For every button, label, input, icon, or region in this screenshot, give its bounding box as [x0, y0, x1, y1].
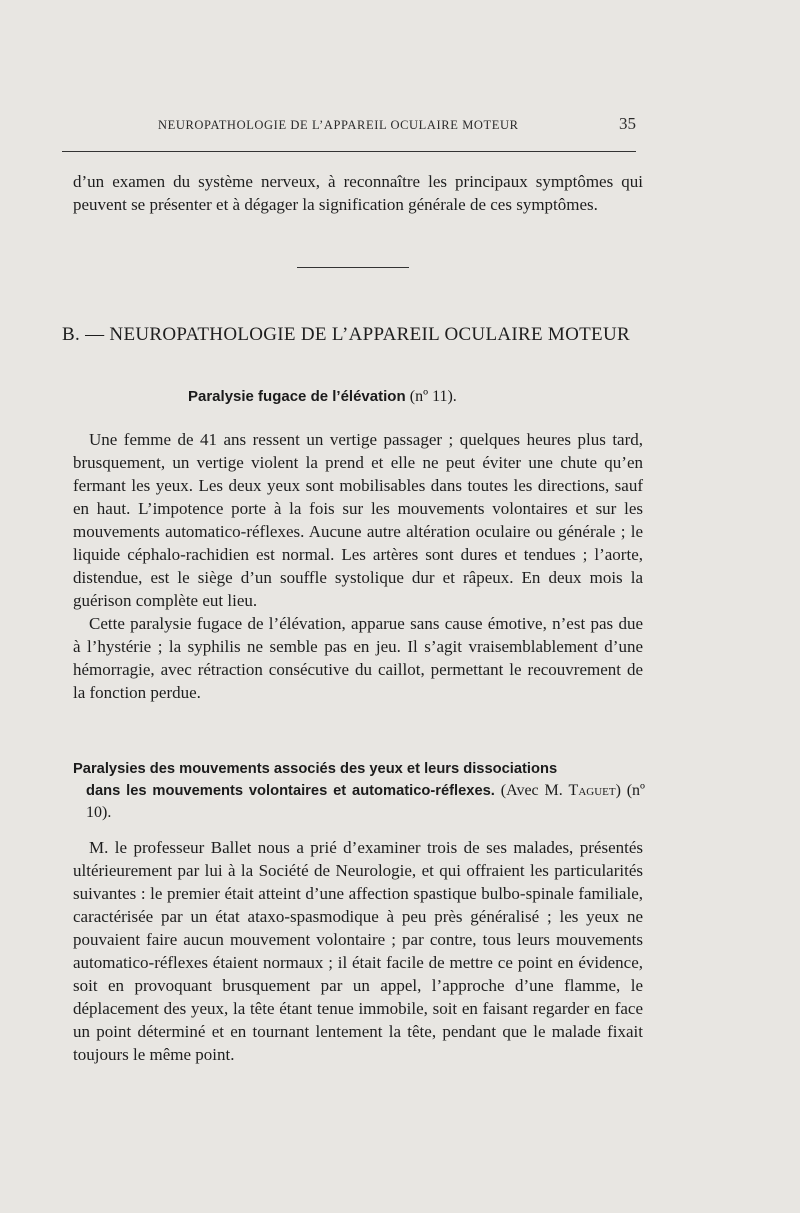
- article-1-ref: (nº 11).: [409, 388, 457, 405]
- article-2-title-cont: [73, 780, 645, 824]
- article-2-author-prefix: M.: [544, 782, 563, 799]
- intro-paragraph: d’un examen du système nerveux, à reconnaître les principaux symptômes qui peuvent se présenter et à dégager la signification générale de ces symptômes.: [73, 172, 643, 214]
- article-2-ref: ) (nº 10).: [86, 782, 645, 821]
- section-separator: [297, 267, 409, 268]
- header-rule: [62, 151, 636, 152]
- article-2-paragraph: M. le professeur Ballet nous a prié d’examiner trois de ses malades, présentés ultérieurement par lui à la Société de Neurologie, et qui offraient les particularités suivantes : le premier était atteint d’une affection spastique bulbo-spinale familiale, caractérisée par un état ataxo-spasmodique à peu près généralisé ; les yeux ne pouvaient faire aucun mouvement volontaire ; par contre, tous leurs mouvements automatico-réflexes étaient normaux ; il était facile de mettre ce point en évidence, soit en provoquant brusquement par un appel, l’approche d’une flamme, le déplacement des yeux, la tête étant tenue immobile, soit en faisant regarder en face un point déterminé et en tournant lentement la tête, pendant que le malade fixait toujours le même point.: [73, 838, 643, 1064]
- article-1-paragraph-1: Une femme de 41 ans ressent un vertige passager ; quelques heures plus tard, brusquement, un vertige violent la prend et elle ne peut éviter une chute qu’en fermant les yeux. Les deux yeux sont mobilisables dans toutes les directions, sauf en haut. L’impotence porte à la fois sur les mouvements volontaires et sur les mouvements automatico-réflexes. Aucune autre altération oculaire ou générale ; le liquide céphalo-rachidien est normal. Les artères sont dures et tendues ; l’aorte, distendue, est le siège d’un souffle systolique dur et râpeux. En deux mois la guérison complète eut lieu.: [73, 430, 643, 610]
- article-1-body: [73, 428, 643, 704]
- intro-text: [73, 170, 643, 216]
- page-header: [62, 112, 640, 142]
- running-title: NEUROPATHOLOGIE DE L’APPAREIL OCULAIRE MOTEUR: [158, 118, 519, 132]
- article-2-heading: [73, 758, 645, 824]
- article-2-body: [73, 836, 643, 1066]
- article-1-title: Paralysie fugace de l’élévation: [188, 388, 406, 405]
- article-2-title-line-2: dans les mouvements volontaires et automatico-réflexes.: [86, 783, 495, 799]
- article-2-avec: (Avec: [500, 782, 539, 799]
- article-1-paragraph-2: Cette paralysie fugace de l’élévation, apparue sans cause émotive, n’est pas due à l’hystérie ; la syphilis ne semble pas en jeu. Il s’agit vraisemblablement d’une hémorragie, avec rétraction consécutive du caillot, permettant le recouvrement de la fonction perdue.: [73, 614, 643, 702]
- article-2-author-name: Taguet: [568, 782, 616, 799]
- article-2-title-line-1: Paralysies des mouvements associés des yeux et leurs dissociations: [73, 761, 558, 777]
- page-number: 35: [619, 114, 636, 133]
- section-title: B. — NEUROPATHOLOGIE DE L’APPAREIL OCULAIRE MOTEUR: [62, 324, 630, 345]
- article-1-heading: [188, 388, 457, 406]
